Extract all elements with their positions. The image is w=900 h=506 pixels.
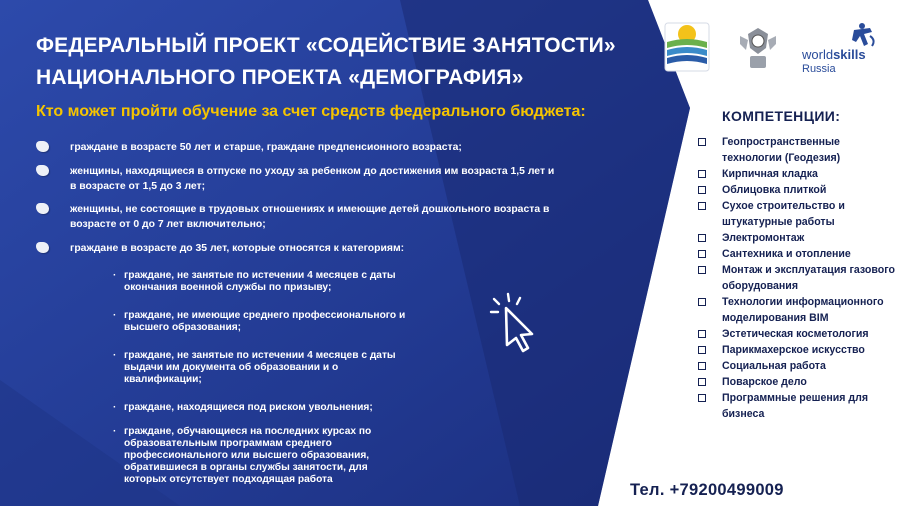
list-item [36,202,556,232]
list-item-text: женщины, находящиеся в отпуске по уходу за ребенком до достижения им возраста 1,5 лет и в возрасте от 1,5 до 3 лет; [70,166,555,192]
contact-phone: Тел. +79200499009 [630,481,784,499]
bullet-icon [36,203,49,214]
competency-item [696,246,896,262]
competency-item [696,390,896,422]
competency-label: Облицовка плиткой [722,184,827,196]
sub-list-item-text: граждане, не занятые по истечении 4 месяцев с даты окончания военной службы по призыву; [124,270,396,293]
emblem-logo [736,24,780,72]
competency-item [696,294,896,326]
title-line-2: НАЦИОНАЛЬНОГО ПРОЕКТА «ДЕМОГРАФИЯ» [36,66,524,89]
competency-label: Монтаж и эксплуатация газового оборудования [722,264,895,292]
dot-icon: · [113,270,117,281]
checkbox-icon [698,346,706,354]
competency-item [696,134,896,166]
sun-landscape-logo [664,22,710,72]
sub-list-item [112,402,412,414]
dot-icon: · [113,426,117,437]
dot-icon: · [113,310,117,321]
list-item [36,164,556,194]
competency-label: Сантехника и отопление [722,248,851,260]
worldskills-sub: Russia [802,63,836,75]
competency-item [696,166,896,182]
checkbox-icon [698,138,706,146]
competency-item [696,342,896,358]
competency-item [696,262,896,294]
eligibility-list [36,140,556,266]
list-item-text: граждане в возрасте до 35 лет, которые относятся к категориям: [70,243,405,254]
sub-list-item [112,426,412,486]
sub-list-item-text: граждане, не занятые по истечении 4 месяцев с даты выдачи им документа об образовании и о квалификации; [124,350,396,385]
logos-row [664,22,884,82]
competency-label: Поварское дело [722,376,807,388]
subtitle: Кто может пройти обучение за счет средств федерального бюджета: [36,103,586,120]
title-line-1: ФЕДЕРАЛЬНЫЙ ПРОЕКТ «СОДЕЙСТВИЕ ЗАНЯТОСТИ» [36,34,616,57]
list-item-text: женщины, не состоящие в трудовых отношениях и имеющие детей дошкольного возраста в возрасте от 0 до 7 лет включительно; [70,204,550,230]
competency-label: Технологии информационного моделирования BIM [722,296,884,324]
list-item [36,241,556,256]
competency-label: Кирпичная кладка [722,168,818,180]
competency-label: Геопространственные технологии (Геодезия) [722,136,841,164]
competency-label: Эстетическая косметология [722,328,869,340]
checkbox-icon [698,170,706,178]
competency-label: Социальная работа [722,360,826,372]
sub-list-item [112,310,412,334]
dot-icon: · [113,402,117,413]
checkbox-icon [698,250,706,258]
competency-item [696,230,896,246]
checkbox-icon [698,378,706,386]
bullet-icon [36,141,49,152]
competency-item [696,358,896,374]
worldskills-bold: skills [833,47,866,62]
competency-label: Электромонтаж [722,232,805,244]
checkbox-icon [698,234,706,242]
page-title [36,30,656,94]
bullet-icon [36,242,49,253]
worldskills-prefix: world [802,47,834,62]
checkbox-icon [698,330,706,338]
competency-label: Парикмахерское искусство [722,344,865,356]
checkbox-icon [698,394,706,402]
competencies-title: КОМПЕТЕНЦИИ: [722,108,841,124]
competency-label: Программные решения для бизнеса [722,392,869,420]
checkbox-icon [698,266,706,274]
sub-list-item-text: граждане, обучающиеся на последних курсах по образовательным программам среднего профессионального или высшего образования, обратившиеся в органы службы занятости, для которых отсутствует подходящая работа [124,426,372,485]
list-item [36,140,556,155]
dot-icon: · [113,350,117,361]
competency-item [696,326,896,342]
competency-item [696,198,896,230]
worldskills-logo-text [802,48,866,61]
sub-list-item [112,350,412,386]
checkbox-icon [698,298,706,306]
competencies-list [696,134,896,422]
checkbox-icon [698,362,706,370]
checkbox-icon [698,202,706,210]
competency-item [696,182,896,198]
bullet-icon [36,165,49,176]
category-sublist [112,270,412,502]
competency-item [696,374,896,390]
worldskills-figure-icon [848,22,878,48]
checkbox-icon [698,186,706,194]
sub-list-item [112,270,412,294]
competency-label: Сухое строительство и штукатурные работы [722,200,845,228]
list-item-text: граждане в возрасте 50 лет и старше, граждане предпенсионного возраста; [70,142,462,153]
sub-list-item-text: граждане, не имеющие среднего профессионального и высшего образования; [124,310,406,333]
sub-list-item-text: граждане, находящиеся под риском увольнения; [124,402,373,413]
cursor-click-icon [488,290,548,356]
